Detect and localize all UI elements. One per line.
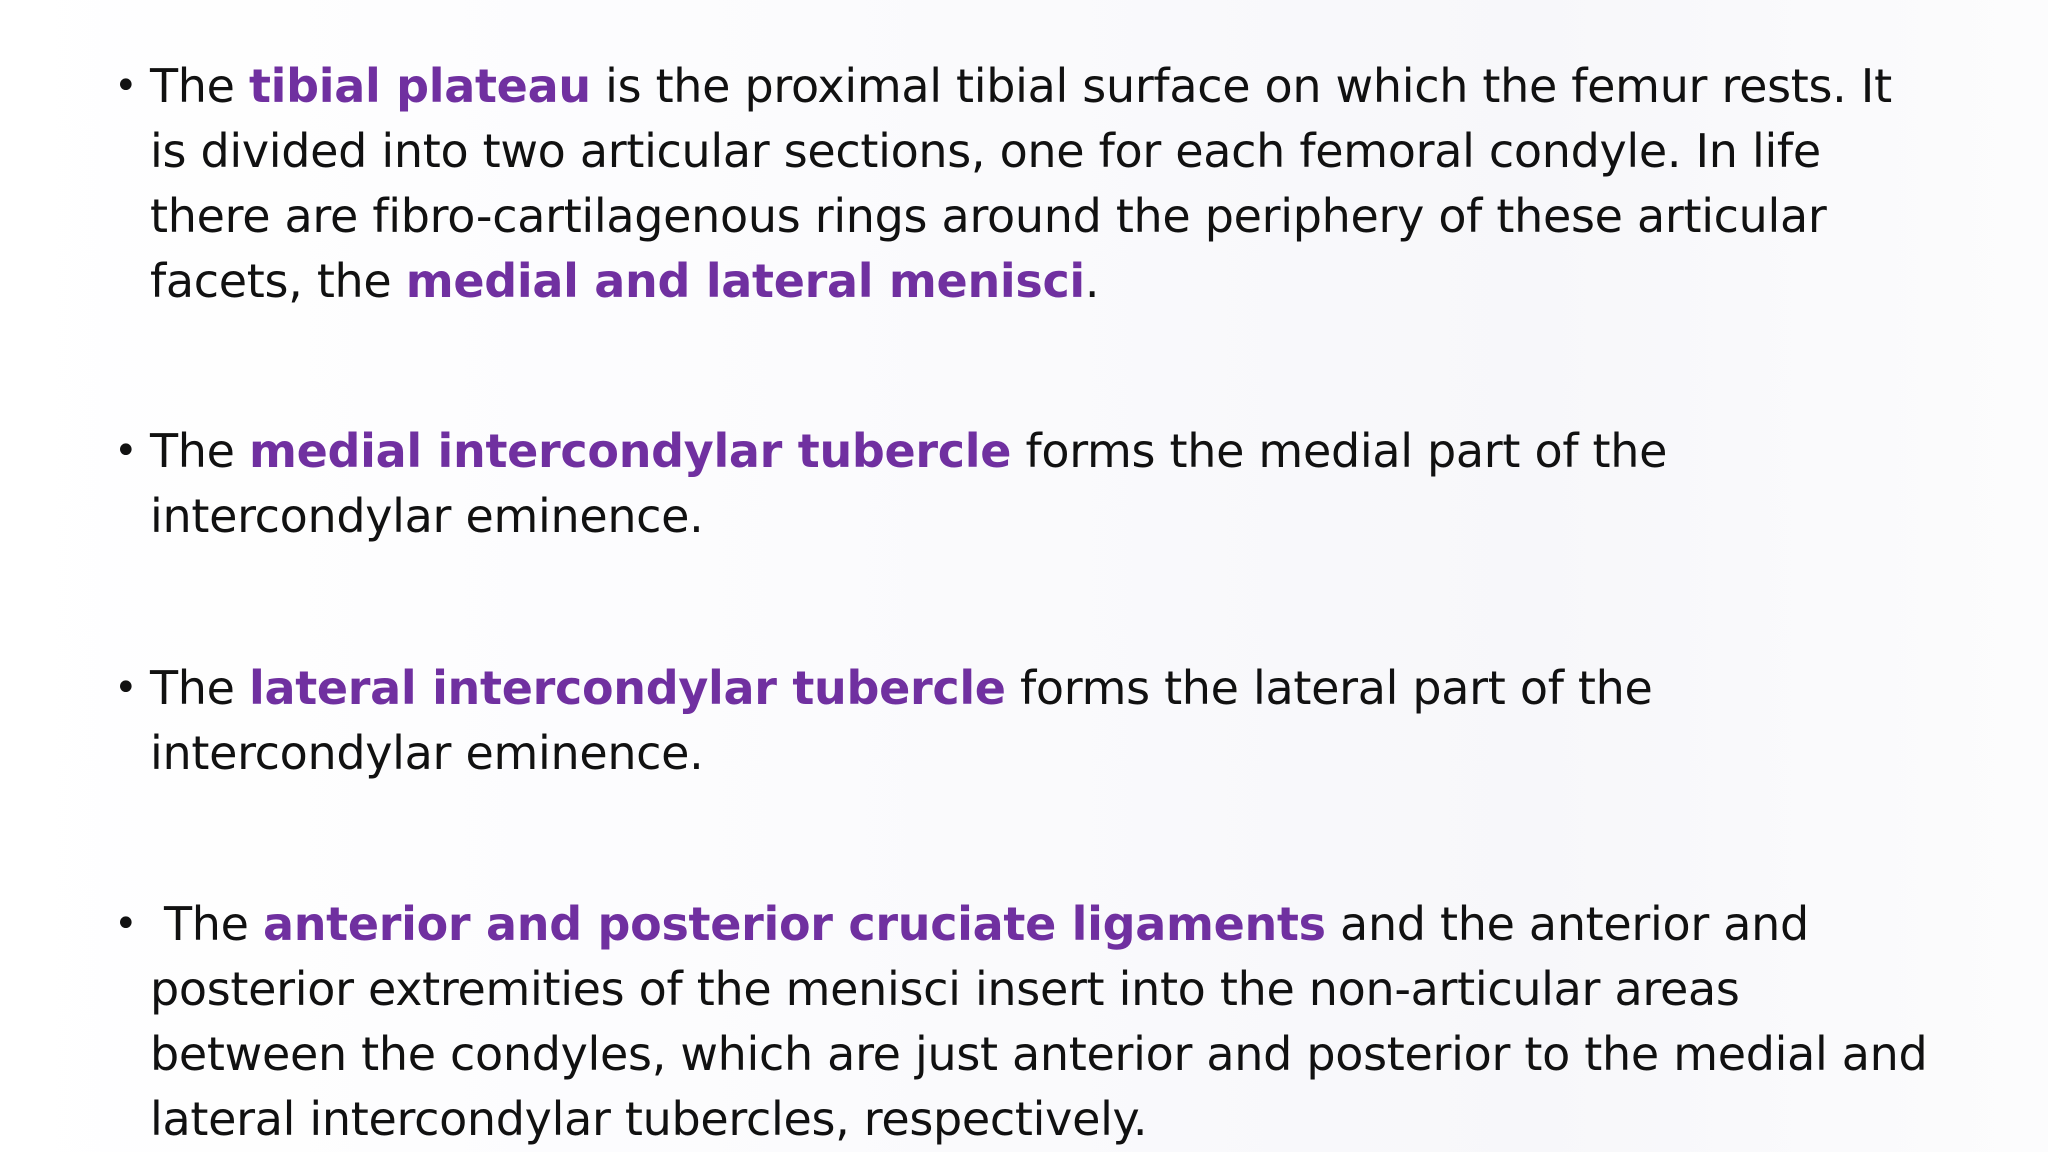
bullet-lead: The <box>164 897 263 951</box>
bullet-tail: . <box>1084 254 1100 308</box>
bullet-lead: The <box>150 661 249 715</box>
bullet-point-icon: • <box>114 665 138 711</box>
bullet-lead: The <box>150 59 249 113</box>
bullet-body: forms the medial part of the intercondylar eminence. <box>150 424 1668 543</box>
bullet-text <box>150 419 1940 549</box>
bullet-body: is the proximal tibial surface on which the femur rests. It is divided into two articular sections, one for each femoral condyle. In life there are fibro-cartilagenous rings around the periphery of these articular facets, the <box>150 59 1892 308</box>
bullet-item-lateral-tubercle <box>114 656 1940 786</box>
bullet-item-tibial-plateau <box>114 54 1940 314</box>
bullet-text <box>150 656 1940 786</box>
bullet-body: forms the lateral part of the intercondylar eminence. <box>150 661 1653 780</box>
bullet-item-medial-tubercle <box>114 419 1940 549</box>
bullet-body: and the anterior and posterior extremities of the menisci insert into the non-articular areas between the condyles, which are just anterior and posterior to the medial and lateral intercondylar tubercles, respectively. <box>150 897 1928 1146</box>
highlighted-term: anterior and posterior cruciate ligaments <box>262 897 1326 951</box>
highlighted-term: medial and lateral menisci <box>405 254 1085 308</box>
bullet-point-icon: • <box>114 63 138 109</box>
highlighted-term: medial intercondylar tubercle <box>248 424 1012 478</box>
bullet-item-cruciate-ligaments <box>114 892 1940 1152</box>
bullet-text <box>150 892 1940 1152</box>
bullet-lead: The <box>150 424 249 478</box>
bullet-point-icon: • <box>114 901 138 947</box>
bullet-point-icon: • <box>114 428 138 474</box>
bullet-text <box>150 54 1940 314</box>
highlighted-term: tibial plateau <box>248 59 591 113</box>
highlighted-term: lateral intercondylar tubercle <box>248 661 1006 715</box>
